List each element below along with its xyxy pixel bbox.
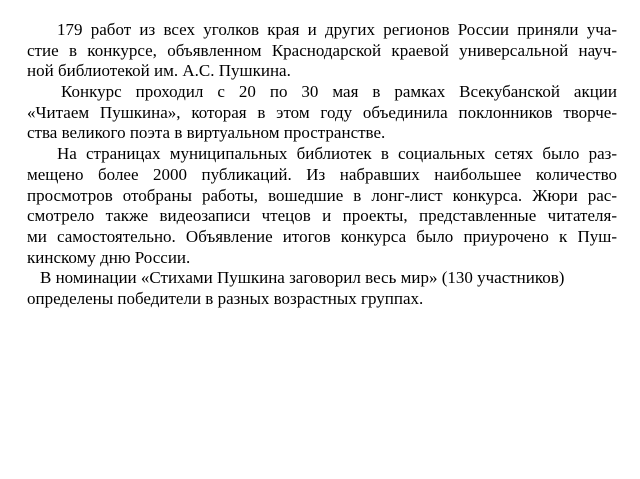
paragraph-1 xyxy=(27,20,617,82)
text-line: смотрело также видеозаписи чтецов и проекты, представленные читателя- xyxy=(27,206,617,226)
text-line: ства великого поэта в виртуальном пространстве. xyxy=(27,123,386,143)
article-text xyxy=(27,20,617,310)
text-line: стие в конкурсе, объявленном Краснодарской краевой универсальной науч- xyxy=(27,40,617,60)
text-line: В номинации «Стихами Пушкина заговорил весь мир» (130 участников) xyxy=(40,268,565,288)
text-line: 179 работ из всех уголков края и других регионов России приняли уча- xyxy=(57,20,617,39)
text-line: ной библиотекой им. А.С. Пушкина. xyxy=(27,61,291,81)
paragraph-4 xyxy=(27,268,617,309)
text-line: определены победители в разных возрастных группах. xyxy=(27,288,424,308)
paragraph-2 xyxy=(27,82,617,144)
text-line: Конкурс проходил с 20 по 30 мая в рамках Всекубанской акции xyxy=(61,82,617,102)
text-line: На страницах муниципальных библиотек в социальных сетях было раз- xyxy=(57,144,617,164)
text-line: кинскому дню России. xyxy=(27,247,191,267)
text-line: ми самостоятельно. Объявление итогов конкурса было приурочено к Пуш- xyxy=(27,226,617,246)
text-line: просмотров отобраны работы, вошедшие в лонг-лист конкурса. Жюри рас- xyxy=(27,185,617,205)
text-line: мещено более 2000 публикаций. Из набравших наибольшее количество xyxy=(27,164,617,184)
text-line: «Читаем Пушкина», которая в этом году объединила поклонников творче- xyxy=(27,102,617,122)
paragraph-3 xyxy=(27,144,617,268)
